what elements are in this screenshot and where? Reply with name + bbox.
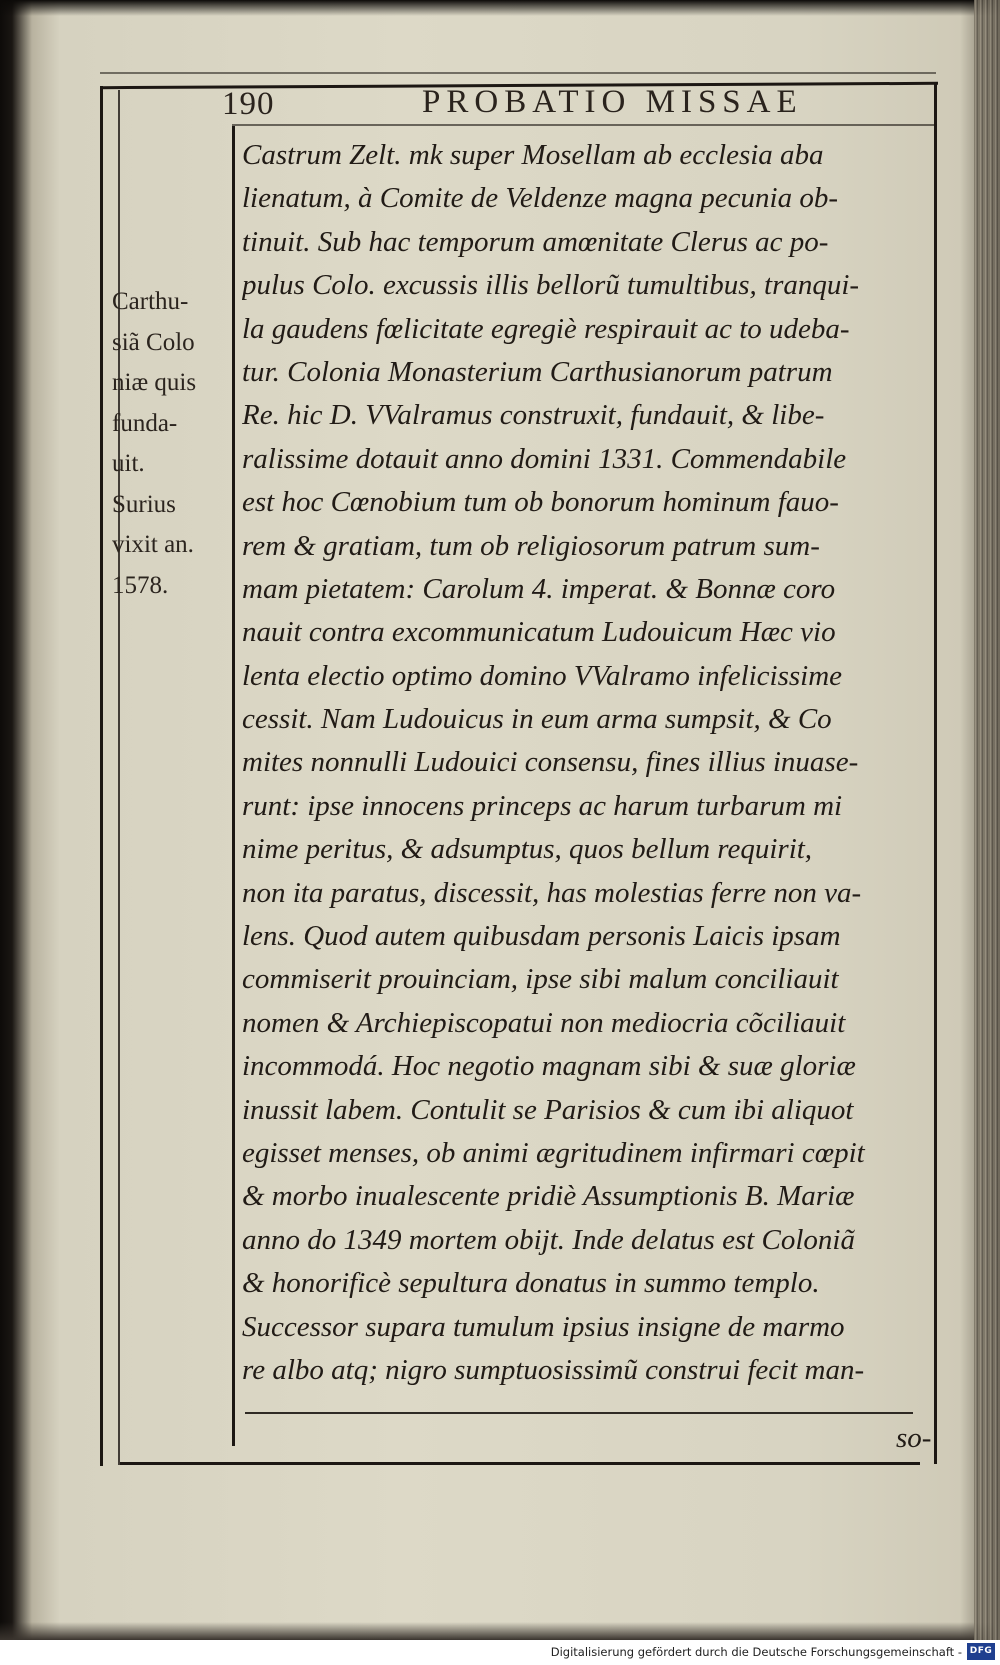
- funding-credit: Digitalisierung gefördert durch die Deutsche Forschungsgemeinschaft -: [550, 1645, 962, 1659]
- frame-rule-top-outer: [100, 72, 936, 74]
- text-line: inussit labem. Contulit se Parisios & cum ibi aliquot: [242, 1093, 854, 1126]
- text-line: rem & gratiam, tum ob religiosorum patrum sum-: [242, 529, 820, 562]
- margin-note-line: vixit an.: [112, 531, 194, 558]
- text-line: nime peritus, & adsumptus, quos bellum requirit,: [242, 833, 813, 866]
- running-head: PROBATIO MISSAE: [422, 84, 803, 120]
- frame-rule-text-bottom: [245, 1412, 913, 1414]
- margin-note-line: funda-: [112, 409, 178, 437]
- page-edge-shadow: [974, 0, 1000, 1640]
- text-line: incommodá. Hoc negotio magnam sibi & suæ gloriæ: [242, 1050, 856, 1083]
- text-line: nauit contra excommunicatum Ludouicum Hæc vio: [242, 616, 836, 649]
- text-line: lienatum, à Comite de Veldenze magna pecunia ob-: [242, 182, 838, 215]
- margin-note-line: niæ quis: [112, 369, 197, 396]
- text-line: la gaudens fœlicitate egregiè respirauit ac to udeba-: [242, 312, 850, 345]
- text-line: cessit. Nam Ludouicus in eum arma sumpsit, & Co: [242, 703, 832, 736]
- frame-rule-left-outer: [100, 86, 103, 1466]
- margin-note-line: Carthu-: [112, 288, 189, 315]
- text-line: pulus Colo. excussis illis bellorũ tumultibus, tranqui-: [242, 269, 860, 302]
- page-header: [222, 82, 922, 126]
- text-line: lens. Quod autem quibusdam personis Laicis ipsam: [242, 920, 841, 953]
- text-line: mites nonnulli Ludouici consensu, fines illius inuase-: [242, 746, 859, 779]
- text-line: mam pietatem: Carolum 4. imperat. & Bonnæ coro: [242, 572, 836, 605]
- text-line: runt: ipse innocens princeps ac harum turbarum mi: [242, 789, 843, 822]
- text-line: anno do 1349 mortem obijt. Inde delatus est Coloniã: [242, 1223, 855, 1256]
- text-line: tinuit. Sub hac temporum amœnitate Clerus ac po-: [242, 225, 829, 258]
- text-line: Successor supara tumulum ipsius insigne de marmo: [242, 1310, 845, 1343]
- text-line: egisset menses, ob animi ægritudinem infirmari cœpit: [242, 1136, 865, 1169]
- page-number: 190: [222, 86, 275, 122]
- catchword: so-: [896, 1422, 932, 1454]
- text-line: nomen & Archiepiscopatui non mediocria cõciliauit: [242, 1006, 846, 1039]
- marginal-note: [112, 282, 236, 606]
- text-line: Re. hic D. VValramus construxit, fundauit, & libe-: [242, 399, 825, 432]
- text-line: est hoc Cœnobium tum ob bonorum hominum fauo-: [242, 486, 839, 519]
- frame-rule-right: [934, 84, 937, 1464]
- margin-note-line: uit.: [112, 450, 145, 477]
- text-line: Castrum Zelt. mk super Mosellam ab ecclesia aba: [242, 139, 824, 171]
- frame-rule-bottom: [120, 1462, 920, 1465]
- margin-note-line: Surius: [112, 490, 176, 518]
- margin-note-line: 1578.: [112, 571, 169, 599]
- text-line: re albo atq; nigro sumptuosissimũ construi fecit man-: [242, 1353, 865, 1386]
- text-line: & honorificè sepultura donatus in summo templo.: [242, 1267, 820, 1300]
- text-line: & morbo inualescente pridiè Assumptionis B. Mariæ: [242, 1180, 855, 1213]
- main-text-block: [242, 134, 932, 1392]
- text-line: commiserit prouinciam, ipse sibi malum conciliauit: [242, 963, 839, 996]
- margin-note-line: siã Colo: [112, 328, 195, 356]
- text-line: ralissime dotauit anno domini 1331. Commendabile: [242, 442, 847, 475]
- dfg-logo: DFG: [967, 1643, 995, 1660]
- text-line: non ita paratus, discessit, has molestias ferre non va-: [242, 876, 862, 909]
- text-line: tur. Colonia Monasterium Carthusianorum patrum: [242, 355, 833, 388]
- text-line: lenta electio optimo domino VValramo infelicissime: [242, 659, 843, 692]
